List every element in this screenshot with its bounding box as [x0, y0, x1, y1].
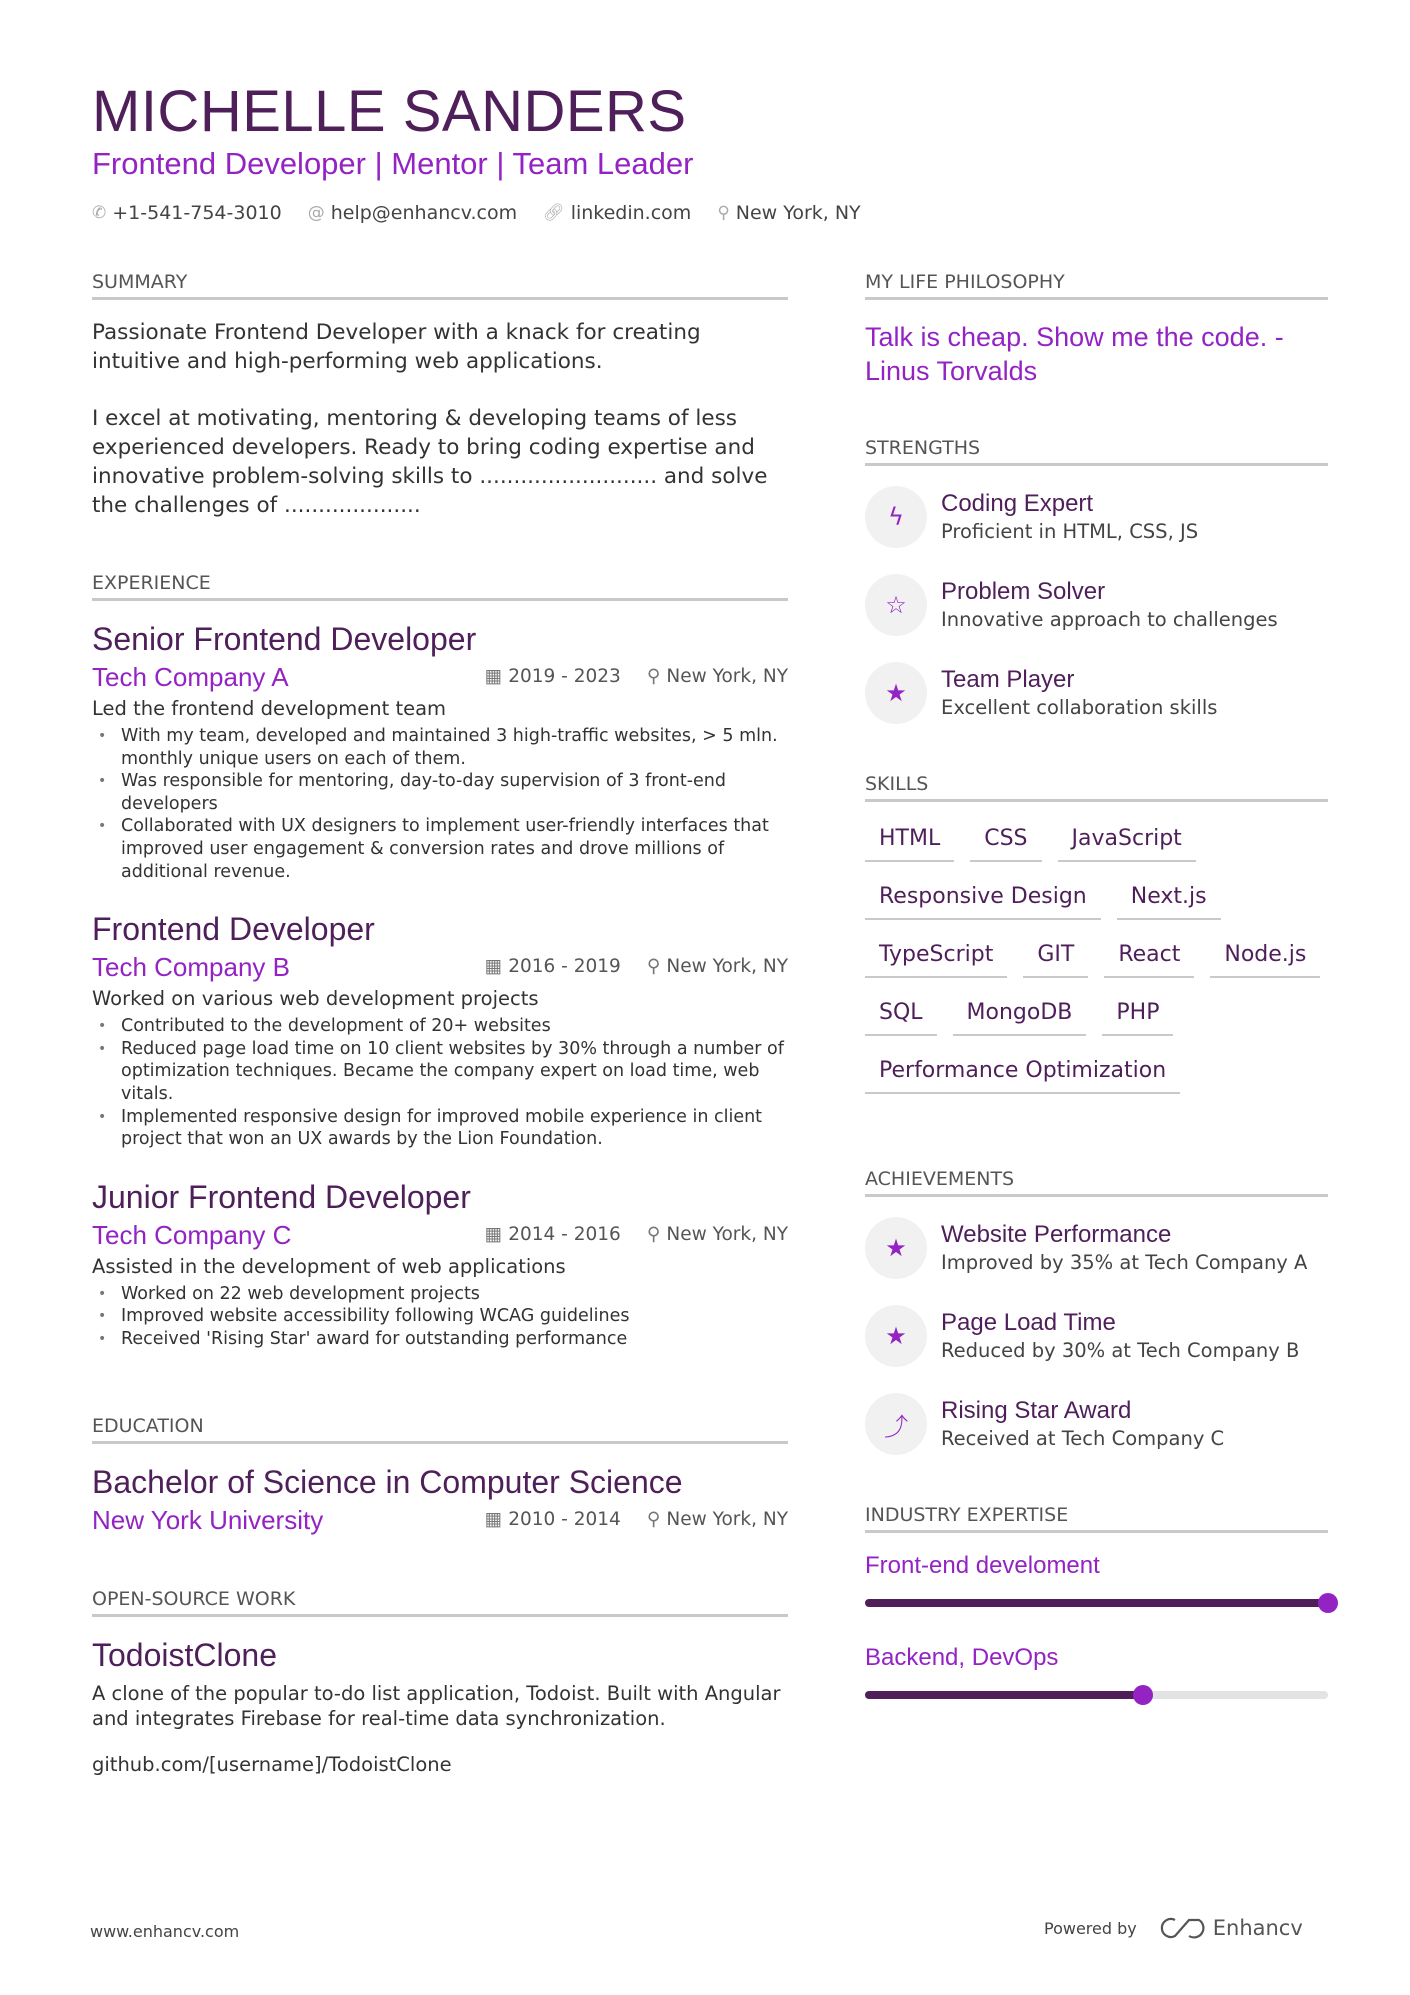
expertise-item — [865, 1643, 1328, 1699]
company-name: Tech Company A — [92, 662, 289, 692]
item-subtitle: Proficient in HTML, CSS, JS — [941, 520, 1199, 543]
bullet-item: • Improved website accessibility following WCAG guidelines — [92, 1305, 788, 1328]
contact-location — [717, 200, 860, 226]
skill-tag: Node.js — [1210, 940, 1320, 978]
skill-tag: HTML — [865, 824, 954, 862]
company-name: Tech Company C — [92, 1219, 292, 1250]
powered-by-label: Powered by — [1044, 1918, 1137, 1938]
expertise-bar-knob — [1133, 1685, 1153, 1705]
bullet-item: • Worked on 22 web development projects — [92, 1283, 788, 1306]
expertise-bar-fill — [865, 1599, 1328, 1607]
skill-tag: SQL — [865, 998, 937, 1036]
job-description: Led the frontend development team — [92, 697, 447, 720]
bullet-item: • With my team, developed and maintained 3 high-traffic websites, > 5 mln. monthly unique users on each of them. — [92, 725, 788, 770]
achievements-item — [865, 1393, 1328, 1455]
star-half-icon: ★ — [865, 662, 927, 724]
section-heading: SKILLS — [865, 772, 1328, 802]
skill-tag: React — [1104, 940, 1194, 978]
philosophy-quote: Talk is cheap. Show me the code. - Linus Torvalds — [865, 322, 1284, 386]
philosophy-section — [865, 270, 1328, 388]
location: New York, NY — [666, 666, 788, 687]
skill-tag: Next.js — [1117, 882, 1221, 920]
skill-tag: CSS — [970, 824, 1041, 862]
email-text[interactable]: help@enhancv.com — [330, 202, 518, 224]
section-heading: EDUCATION — [92, 1414, 788, 1444]
bullet-item: • Implemented responsive design for improved mobile experience in client project that won an UX awards by the Lion Foundation. — [92, 1106, 788, 1151]
job-role: Frontend Developer — [92, 911, 375, 948]
skill-tag: Responsive Design — [865, 882, 1101, 920]
experience-entry — [92, 909, 788, 1151]
dates: 2014 - 2016 — [508, 1223, 621, 1245]
item-subtitle: Excellent collaboration skills — [941, 696, 1218, 719]
bullet-item: • Received 'Rising Star' award for outstanding performance — [92, 1328, 788, 1351]
experience-entry — [92, 619, 788, 883]
education-section — [92, 1414, 788, 1538]
location-icon: ⚲ — [646, 956, 661, 978]
calendar-icon: ▦ — [484, 1509, 503, 1530]
item-subtitle: Innovative approach to challenges — [941, 608, 1278, 631]
item-title: Problem Solver — [941, 578, 1106, 605]
strengths-item — [865, 574, 1328, 636]
achievements-item — [865, 1217, 1328, 1279]
linkedin-text[interactable]: linkedin.com — [570, 202, 692, 224]
bullet-list — [92, 1283, 788, 1351]
link-icon: 🔗︎ — [543, 203, 565, 223]
job-role: Junior Frontend Developer — [92, 1178, 471, 1215]
candidate-name: MICHELLE SANDERS — [92, 79, 687, 144]
job-description: Worked on various web development projects — [92, 987, 539, 1011]
strengths-section — [865, 436, 1328, 750]
school: New York University — [92, 1505, 324, 1535]
job-meta — [485, 659, 788, 695]
bullet-item: • Contributed to the development of 20+ websites — [92, 1015, 788, 1038]
expertise-item — [865, 1551, 1328, 1607]
expertise-bar-knob — [1318, 1593, 1338, 1613]
contact-linkedin[interactable] — [543, 200, 691, 226]
phone-text: +1-541-754-3010 — [112, 202, 282, 224]
star-outline-icon: ☆ — [865, 574, 927, 636]
location-icon: ⚲ — [646, 1509, 661, 1530]
summary-paragraph: I excel at motivating, mentoring & developing teams of less experienced developers. Ready to bring coding expertise and innovative problem-solving skills to .......................... and solve the challenges of .................... — [92, 406, 768, 518]
calendar-icon: ▦ — [484, 1223, 503, 1245]
section-heading: SUMMARY — [92, 270, 788, 300]
contact-bar — [92, 200, 861, 226]
location: New York, NY — [666, 1223, 788, 1245]
degree: Bachelor of Science in Computer Science — [92, 1464, 683, 1500]
item-title: Rising Star Award — [941, 1397, 1132, 1424]
experience-section — [92, 571, 788, 1351]
at-icon: @ — [307, 203, 325, 223]
job-description: Assisted in the development of web applications — [92, 1254, 566, 1278]
location-icon: ⚲ — [646, 1223, 661, 1245]
skill-tag: JavaScript — [1058, 824, 1196, 862]
star-half-icon: ★ — [865, 1217, 927, 1279]
industry-expertise-section — [865, 1503, 1328, 1735]
calendar-icon: ▦ — [484, 956, 503, 978]
item-subtitle: Received at Tech Company C — [941, 1427, 1225, 1450]
location-icon: ⚲ — [717, 203, 730, 223]
job-meta — [485, 949, 788, 985]
project-link[interactable]: github.com/[username]/TodoistClone — [92, 1753, 452, 1776]
item-subtitle: Improved by 35% at Tech Company A — [941, 1251, 1308, 1274]
expertise-label: Front-end develoment — [865, 1552, 1100, 1579]
item-subtitle: Reduced by 30% at Tech Company B — [941, 1339, 1300, 1362]
bolt-icon: ϟ — [865, 486, 927, 548]
contact-email[interactable] — [308, 200, 517, 226]
dates: 2019 - 2023 — [508, 666, 621, 687]
skills-section — [865, 772, 1328, 1094]
bullet-list — [92, 1015, 788, 1151]
brand-name: Enhancv — [1212, 1916, 1303, 1940]
phone-icon: ✆ — [92, 203, 107, 223]
candidate-title: Frontend Developer | Mentor | Team Leader — [92, 146, 694, 181]
skill-tag: GIT — [1023, 940, 1088, 978]
location-text: New York, NY — [735, 202, 861, 224]
expertise-bar — [865, 1599, 1328, 1607]
expertise-bar — [865, 1691, 1328, 1699]
section-heading: EXPERIENCE — [92, 571, 788, 601]
star-half-icon: ★ — [865, 1305, 927, 1367]
job-meta — [485, 1217, 788, 1253]
location: New York, NY — [666, 956, 788, 978]
bullet-item: • Collaborated with UX designers to implement user-friendly interfaces that improved user engagement & conversion rates and drove millions of additional revenue. — [92, 815, 788, 883]
project-title: TodoistClone — [92, 1637, 277, 1673]
job-role: Senior Frontend Developer — [92, 621, 477, 657]
contact-phone — [92, 200, 282, 226]
experience-entry — [92, 1177, 788, 1351]
location: New York, NY — [666, 1509, 788, 1530]
project-description: A clone of the popular to-do list application, Todoist. Built with Angular and integrates Firebase for real-time data synchronization. — [92, 1682, 781, 1730]
section-heading: OPEN-SOURCE WORK — [92, 1587, 788, 1617]
strategy-icon: ⤴ — [865, 1393, 927, 1455]
section-heading: MY LIFE PHILOSOPHY — [865, 270, 1328, 300]
education-meta — [485, 1502, 788, 1538]
item-title: Page Load Time — [941, 1309, 1116, 1336]
bullet-item: • Was responsible for mentoring, day-to-day supervision of 3 front-end developers — [92, 770, 788, 815]
footer-powered — [1044, 1916, 1303, 1940]
achievements-section — [865, 1167, 1328, 1481]
footer-website[interactable]: www.enhancv.com — [90, 1922, 240, 1941]
skill-tag: PHP — [1102, 998, 1173, 1036]
section-heading: INDUSTRY EXPERTISE — [865, 1503, 1328, 1533]
skill-tag: Performance Optimization — [865, 1056, 1180, 1094]
dates: 2010 - 2014 — [508, 1509, 621, 1530]
bullet-list — [92, 725, 788, 883]
expertise-bar-fill — [865, 1691, 1143, 1699]
summary-section — [92, 270, 788, 520]
skill-tag: MongoDB — [953, 998, 1087, 1036]
expertise-label: Backend, DevOps — [865, 1644, 1059, 1671]
summary-paragraph: Passionate Frontend Developer with a knack for creating intuitive and high-performing web applications. — [92, 320, 701, 374]
strengths-item — [865, 662, 1328, 724]
calendar-icon: ▦ — [484, 666, 503, 687]
item-title: Website Performance — [941, 1221, 1172, 1248]
item-title: Team Player — [941, 666, 1075, 693]
bullet-item: • Reduced page load time on 10 client websites by 30% through a number of optimization techniques. Became the company expert on load time, web vitals. — [92, 1038, 788, 1106]
company-name: Tech Company B — [92, 952, 290, 983]
section-heading: STRENGTHS — [865, 436, 1328, 466]
location-icon: ⚲ — [646, 666, 661, 687]
enhancv-logo-icon — [1159, 1916, 1205, 1940]
strengths-item — [865, 486, 1328, 548]
section-heading: ACHIEVEMENTS — [865, 1167, 1328, 1197]
dates: 2016 - 2019 — [508, 956, 621, 978]
item-title: Coding Expert — [941, 490, 1094, 517]
achievements-item — [865, 1305, 1328, 1367]
skill-tag: TypeScript — [865, 940, 1007, 978]
open-source-section — [92, 1587, 788, 1779]
enhancv-logo[interactable] — [1159, 1916, 1303, 1940]
